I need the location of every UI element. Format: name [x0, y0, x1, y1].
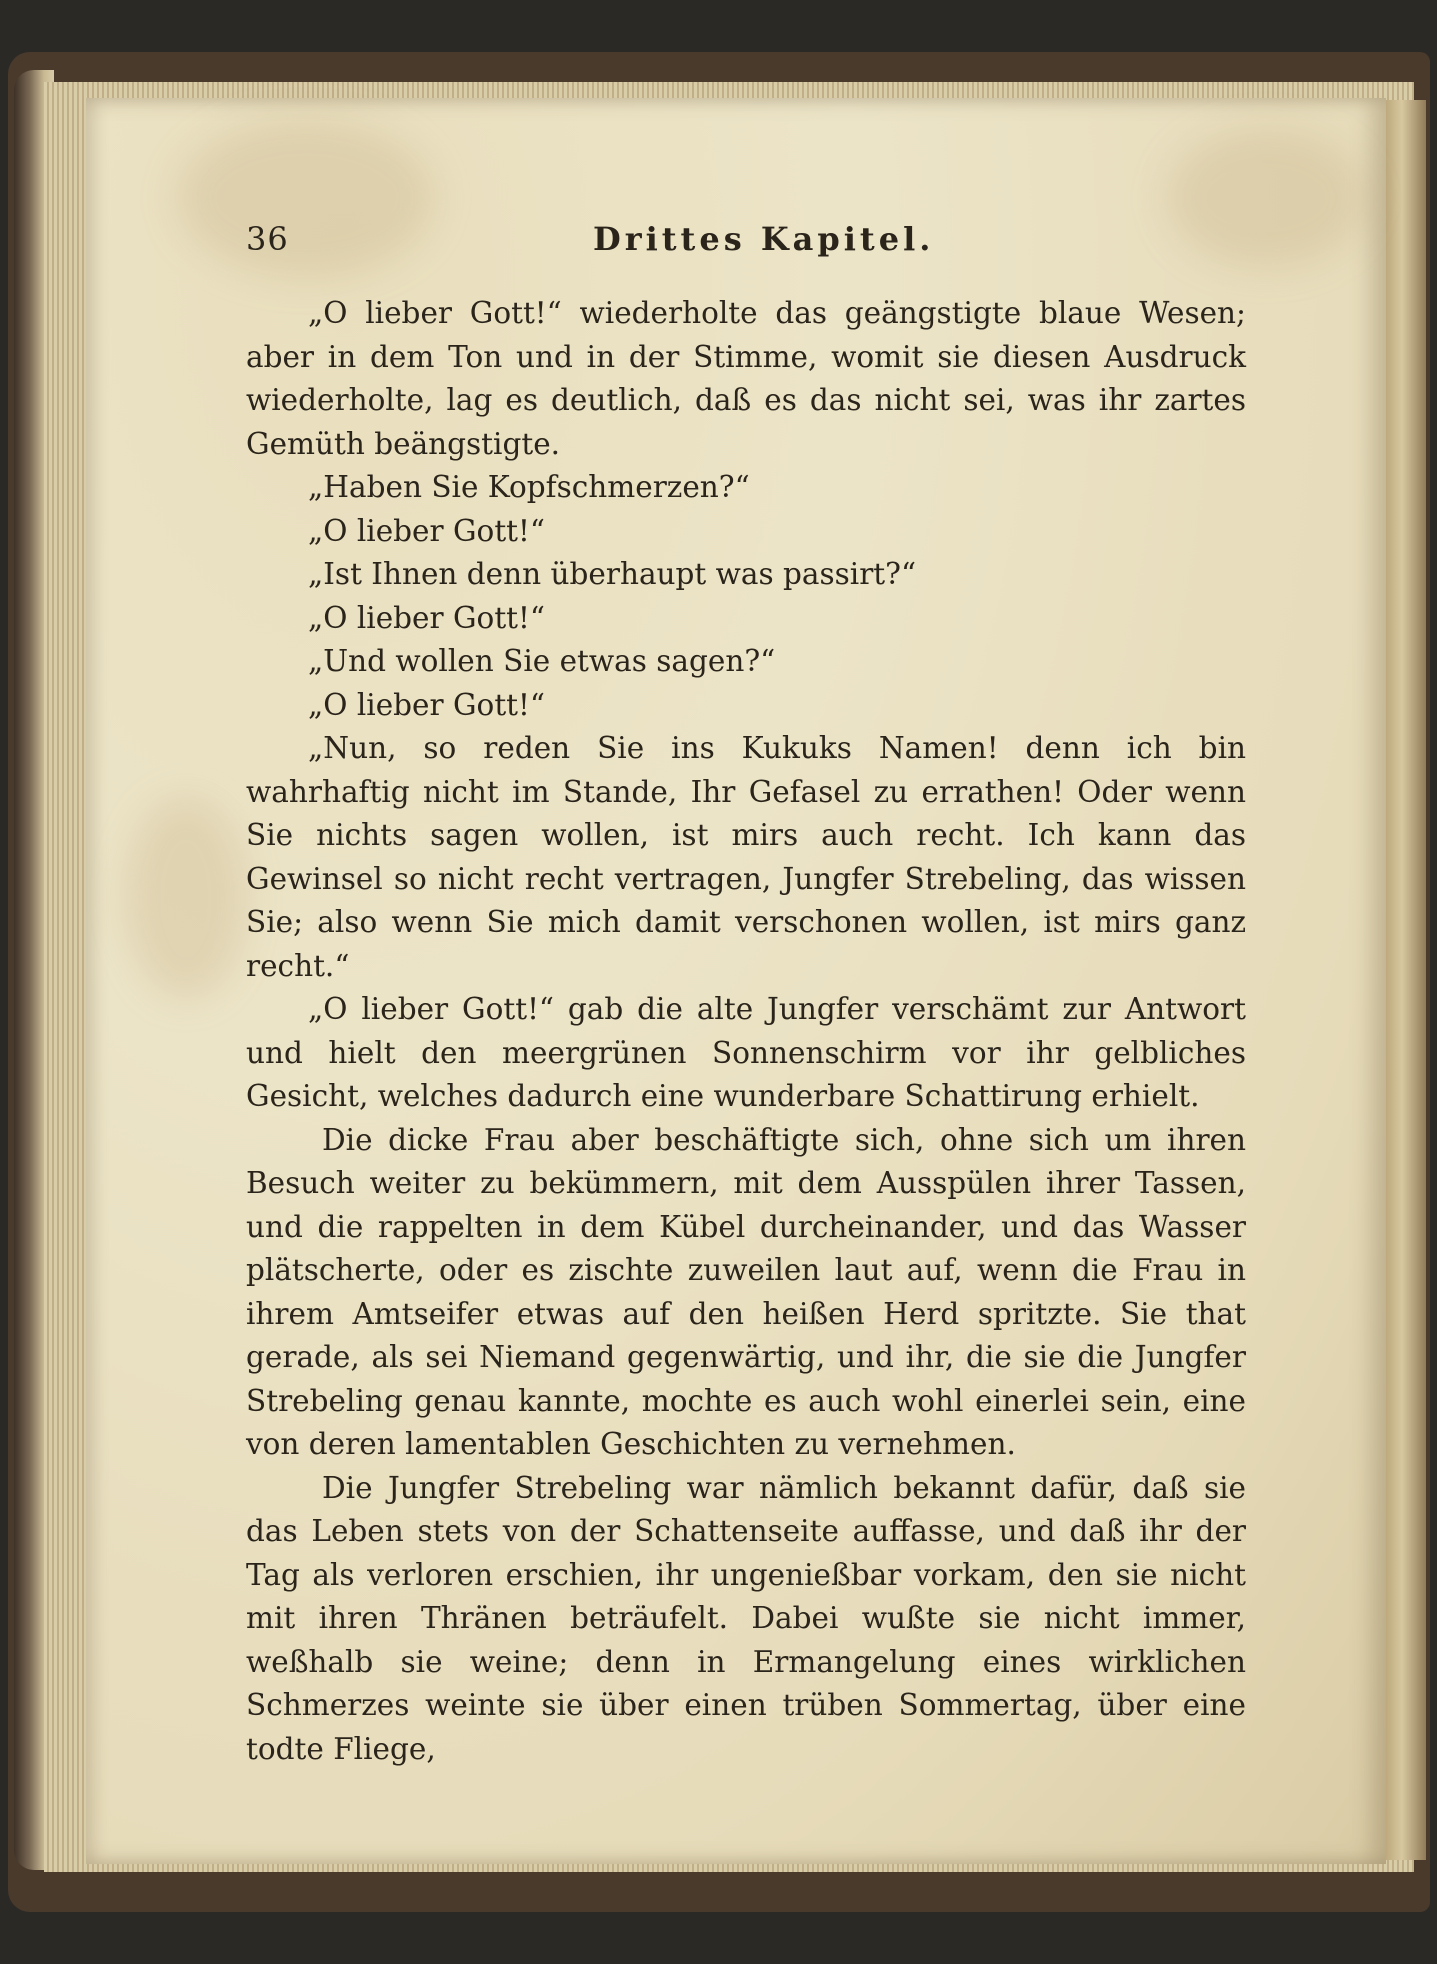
- paragraph: Die Jungfer Strebeling war nämlich bekannt dafür, daß sie das Leben stets von der Schattenseite auffasse, und daß ihr der Tag als verloren erschien, ihr ungenießbar vorkam, den sie nicht mit ihren Thränen beträufelt. Dabei wußte sie nicht immer, weßhalb sie weine; denn in Ermangelung eines wirklichen Schmerzes weinte sie über einen trüben Sommertag, über eine todte Fliege,: [246, 1470, 1246, 1766]
- paragraph: „Nun, so reden Sie ins Kukuks Namen! denn ich bin wahrhaftig nicht im Stande, Ihr Gefasel zu errathen! Oder wenn Sie nichts sagen wollen, ist mirs auch recht. Ich kann das Gewinsel so nicht recht vertragen, Jungfer Strebeling, das wissen Sie; also wenn Sie mich damit verschonen wollen, ist mirs ganz recht.“: [246, 731, 1246, 983]
- paragraph: „O lieber Gott!“ wiederholte das geängstigte blaue Wesen; aber in dem Ton und in der Stimme, womit sie diesen Ausdruck wiederholte, lag es deutlich, daß es das nicht sei, was ihr zartes Gemüth beängstigte.: [246, 296, 1246, 461]
- dialogue-line: „O lieber Gott!“: [308, 687, 545, 722]
- facing-page-edge: [1386, 100, 1426, 1860]
- dialogue-line: „O lieber Gott!“: [308, 600, 545, 635]
- page-header: [246, 220, 1246, 266]
- dialogue-line: „Und wollen Sie etwas sagen?“: [308, 644, 776, 678]
- dialogue-line: „Ist Ihnen denn überhaupt was passirt?“: [308, 557, 917, 591]
- paragraph: Die dicke Frau aber beschäftigte sich, ohne sich um ihren Besuch weiter zu bekümmern, mit dem Ausspülen ihrer Tassen, und die rappelten in dem Kübel durcheinander, und das Wasser plätscherte, oder es zischte zuweilen laut auf, wenn die Frau in ihrem Amtseifer etwas auf den heißen Herd spritzte. Sie that gerade, als sei Niemand gegenwärtig, und ihr, die sie die Jungfer Strebeling genau kannte, mochte es auch wohl einerlei sein, eine von deren lamentablen Geschichten zu vernehmen.: [246, 1122, 1246, 1461]
- paragraph: „O lieber Gott!“ gab die alte Jungfer verschämt zur Antwort und hielt den meergrünen Sonnenschirm vor ihr gelbliches Gesicht, welches dadurch eine wunderbare Schattirung erhielt.: [246, 992, 1246, 1113]
- page-body-text: [246, 292, 1246, 1771]
- running-title: Drittes Kapitel.: [593, 220, 935, 258]
- dialogue-line: „Haben Sie Kopfschmerzen?“: [308, 470, 750, 504]
- paper-stain: [126, 798, 246, 998]
- page-number: 36: [246, 220, 289, 258]
- dialogue-line: „O lieber Gott!“: [308, 513, 545, 548]
